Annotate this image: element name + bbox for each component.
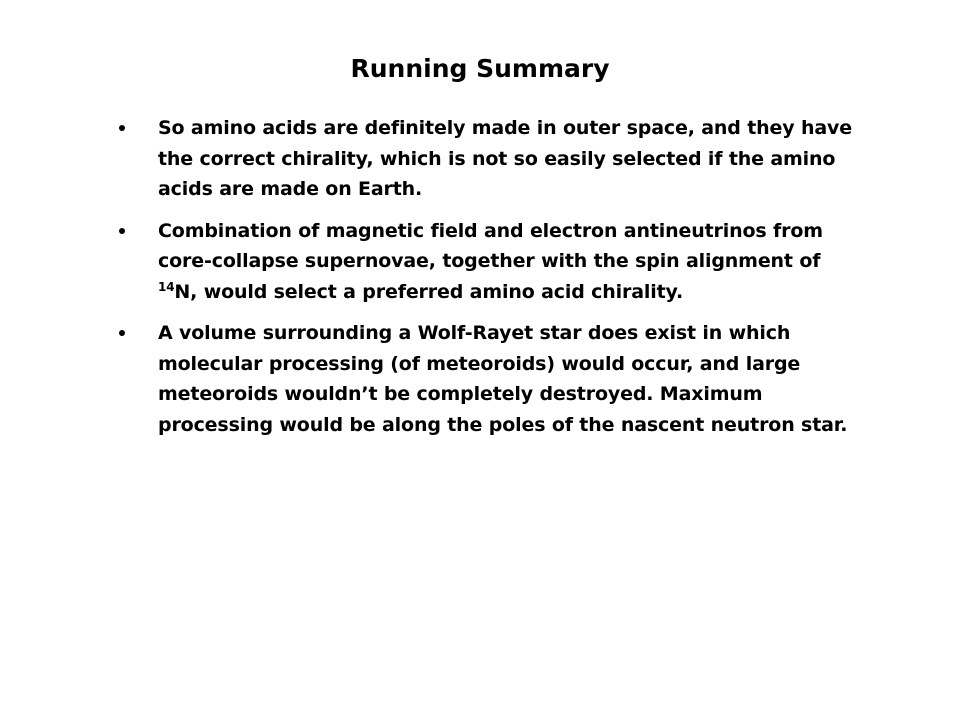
bullet-item-1 [113,113,853,205]
bullet-text-2-after: N, would select a preferred amino acid chirality. [174,280,684,303]
bullet-dot-icon [119,125,125,131]
bullet-item-2 [113,216,853,308]
bullet-dot-icon [119,228,125,234]
bullet-item-3 [113,318,853,440]
slide-title: Running Summary [350,54,610,83]
bullet-text-1: So amino acids are definitely made in outer space, and they have the correct chirality, which is not so easily selected if the amino acids are made on Earth. [158,117,852,200]
bullet-text-2-before: Combination of magnetic field and electron antineutrinos from core-collapse supernovae, together with the spin alignment of [158,219,823,272]
bullet-list [113,113,853,451]
bullet-text-3: A volume surrounding a Wolf-Rayet star does exist in which molecular processing (of meteoroids) would occur, and large meteoroids wouldn’t be completely destroyed. Maximum processing would be along the poles of the nascent neutron star. [158,322,848,436]
bullet-dot-icon [119,330,125,336]
isotope-superscript: 14 [158,279,175,294]
